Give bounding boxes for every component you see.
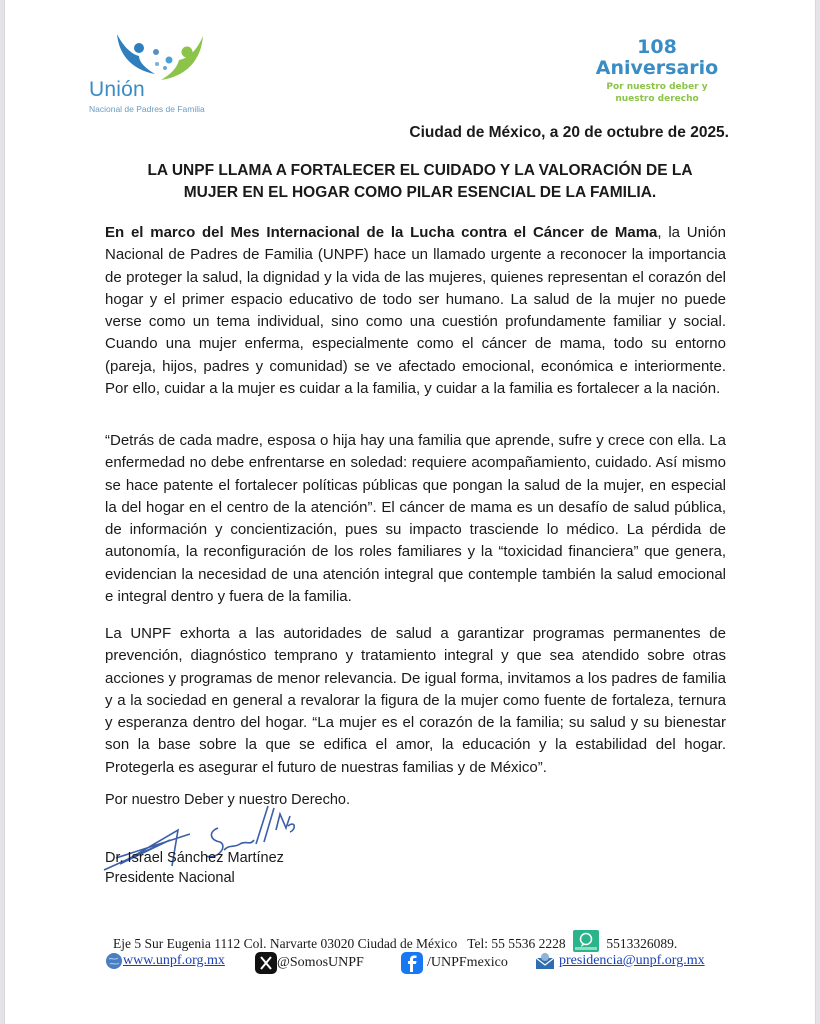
paragraph-3: La UNPF exhorta a las autoridades de salud a garantizar programas permanentes de prevención, diagnóstico temprano y tratamiento integral y que sea atendido sobre otras acciones y programas de menor relevancia. De igual forma, invitamos a los padres de familia y a la sociedad en general a revalorar la figura de la mujer como fuente de fortaleza, ternura y esperanza dentro del hogar. “La mujer es el corazón de la familia; su salud y su bienestar son la base sobre la que se edifica el amor, la educación y la estabilidad del hogar. Protegerla es asegurar el futuro de nuestras familias y de México”. xyxy=(105,625,726,776)
facebook-handle[interactable]: /UNPFmexico xyxy=(427,955,508,970)
footer-phone: Tel: 55 5536 2228 xyxy=(467,936,566,951)
anniversary-word: Aniversario xyxy=(595,57,719,79)
title-line-1: LA UNPF LLAMA A FORTALECER EL CUIDADO Y LA VALORACIÓN DE LA xyxy=(147,162,693,179)
paragraph-1-bold-lead: En el marco del Mes Internacional de la Lucha contra el Cáncer de Mama xyxy=(105,224,658,241)
anniversary-motto-line1: Por nuestro deber y xyxy=(606,82,708,92)
paragraph-1 xyxy=(105,222,726,400)
document-page xyxy=(4,0,816,1024)
footer-facebook-item[interactable] xyxy=(401,952,508,974)
footer-address: Eje 5 Sur Eugenia 1112 Col. Narvarte 03020 Ciudad de México xyxy=(113,936,458,951)
signer-block xyxy=(105,848,284,888)
x-twitter-icon xyxy=(255,952,277,974)
email-icon xyxy=(535,952,555,970)
title-line-2: MUJER EN EL HOGAR COMO PILAR ESENCIAL DE LA FAMILIA. xyxy=(183,184,657,201)
email-link[interactable]: presidencia@unpf.org.mx xyxy=(559,953,705,968)
paragraph-2: “Detrás de cada madre, esposa o hija hay una familia que aprende, sufre y crece con ella. La enfermedad no debe enfrentarse en soledad: requiere acompañamiento, cuidado. Así mismo se hace patente el fortalecer políticas públicas que pongan la salud de la mujer, en especial la del hogar en el centro de la atención”. El cáncer de mama es un desafío de salud pública, de información y concientización, pues su impacto trasciende lo médico. La pérdida de autonomía, la reconfiguración de los roles familiares y la “toxicidad financiera” que genera, evidencian la necesidad de una atención integral que contemple también la salud emocional e integral dentro y fuera de la familia. xyxy=(105,432,726,606)
footer-whatsapp-number: 5513326089. xyxy=(606,936,678,951)
whatsapp-icon xyxy=(573,930,599,952)
unpf-logo xyxy=(89,30,219,115)
facebook-icon xyxy=(401,952,423,974)
footer-website-item[interactable] xyxy=(105,952,225,970)
footer-contact-line xyxy=(113,930,677,952)
document-title xyxy=(105,160,735,204)
website-link[interactable]: www.unpf.org.mx xyxy=(123,953,225,968)
footer-email-item[interactable] xyxy=(535,952,705,970)
logo-title: Unión xyxy=(89,78,145,101)
closing-motto: Por nuestro Deber y nuestro Derecho. xyxy=(105,792,351,808)
signer-name: Dr. Israel Sánchez Martínez xyxy=(105,850,284,866)
anniversary-number: 108 xyxy=(637,36,677,58)
paragraph-1-text: , la Unión Nacional de Padres de Familia (UNPF) hace un llamado urgente a reconocer la importancia de proteger la salud, la dignidad y la vida de las mujeres, quienes representan el corazón del hogar y el primer espacio educativo de todo ser humano. La salud de la mujer no puede verse como un tema individual, sino como una cuestión profundamente familiar y social. Cuando una mujer enferma, especialmente como el cáncer de mama, todo su entorno (pareja, hijos, padres y comunidad) se ve afectado emocional, económica e interiormente. Por ello, cuidar a la mujer es cuidar a la familia, y cuidar a la familia es fortalecer a la nación. xyxy=(105,224,726,398)
footer-links xyxy=(105,952,745,980)
logo-subtitle: Nacional de Padres de Familia xyxy=(89,104,205,114)
anniversary-badge xyxy=(583,37,731,105)
twitter-handle[interactable]: @SomosUNPF xyxy=(277,955,364,970)
date-line: Ciudad de México, a 20 de octubre de 2025. xyxy=(409,124,729,141)
signer-title: Presidente Nacional xyxy=(105,870,235,886)
globe-icon xyxy=(105,952,123,970)
footer-twitter-item[interactable] xyxy=(255,952,364,974)
anniversary-motto-line2: nuestro derecho xyxy=(615,94,699,104)
